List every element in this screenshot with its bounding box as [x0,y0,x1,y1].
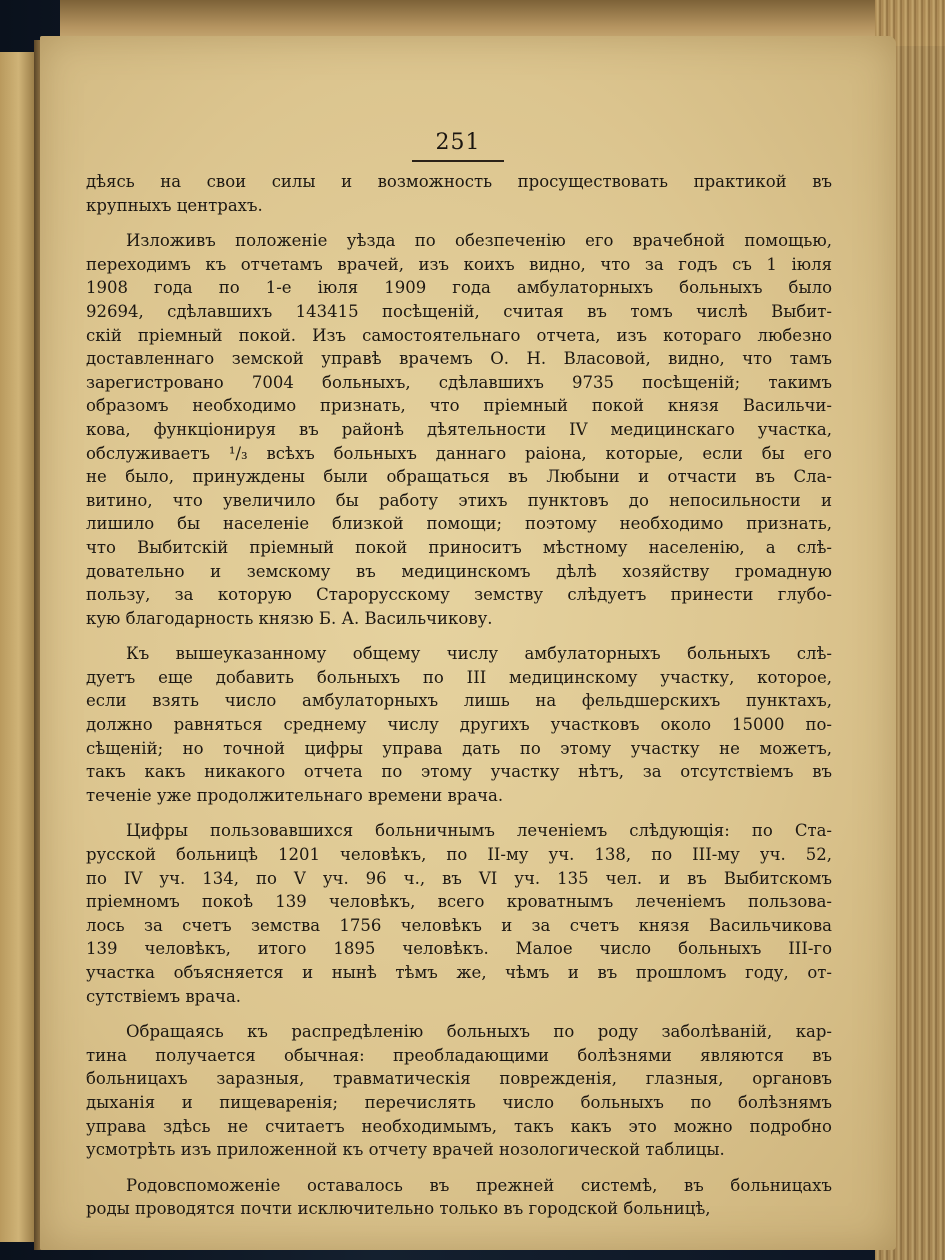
text-line: усмотрѣть изъ приложенной къ отчету врачей нозологической таблицы. [86,1140,725,1160]
text-line: 1908 года по 1-е іюля 1909 года амбулаторныхъ больныхъ было [86,278,832,298]
text-line: не было, принуждены были обращаться въ Любыни и отчасти въ Сла- [86,467,832,487]
paragraph [86,1020,832,1162]
text-line: дѣясь на свои силы и возможность просуществовать практикой въ [86,172,832,191]
text-line: крупныхъ центрахъ. [86,195,263,215]
text-line: переходимъ къ отчетамъ врачей, изъ коихъ видно, что за годъ съ 1 іюля [86,254,832,274]
text-line: Къ вышеуказанному общему числу амбулаторныхъ больныхъ слѣ- [126,644,832,664]
text-line: пріемномъ покоѣ 139 человѣкъ, всего кроватнымъ леченіемъ пользова- [86,892,832,912]
text-line: Цифры пользовавшихся больничнымъ леченіемъ слѣдующія: по Ста- [126,821,832,841]
text-line: участка объясняется и нынѣ тѣмъ же, чѣмъ и въ прошломъ году, от- [86,963,832,982]
text-line: кова, функціонируя въ районѣ дѣятельности IV медицинскаго участка, [86,419,832,439]
page-number-rule [412,160,504,162]
text-line: лишило бы населеніе близкой помощи; поэтому необходимо признать, [86,514,832,534]
text-line: тина получается обычная: преобладающими болѣзнями являются въ [86,1045,832,1065]
text-line: доставленнаго земской управѣ врачемъ О. Н. Власовой, видно, что тамъ [86,349,832,369]
text-line: образомъ необходимо признать, что пріемный покой князя Васильчи- [86,396,832,416]
text-line: дуетъ еще добавить больныхъ по III медицинскому участку, которое, [86,667,832,687]
book-page [40,36,896,1250]
paragraph [86,170,832,217]
text-line: зарегистровано 7004 больныхъ, сдѣлавшихъ 9735 посѣщеній; такимъ [86,372,832,392]
paragraph [86,819,832,1008]
text-line: кую благодарность князю Б. А. Васильчикову. [86,608,493,628]
text-line: скій пріемный покой. Изъ самостоятельнаго отчета, изъ котораго любезно [86,325,832,345]
text-line: такъ какъ никакого отчета по этому участку нѣтъ, за отсутствіемъ въ [86,762,832,782]
text-line: что Выбитскій пріемный покой приноситъ мѣстному населенію, а слѣ- [86,537,832,557]
text-line: лось за счетъ земства 1756 человѣкъ и за счетъ князя Васильчикова [86,915,832,935]
text-line: Родовспоможеніе оставалось въ прежней системѣ, въ больницахъ [126,1175,832,1195]
paragraph [86,1174,832,1221]
text-line: обслуживаетъ ¹/₃ всѣхъ больныхъ даннаго раіона, которые, если бы его [86,443,832,463]
left-page-sliver [0,52,36,1242]
text-line: дыханія и пищеваренія; перечислять число больныхъ по болѣзнямъ [86,1092,832,1112]
text-line: больницахъ заразныя, травматическія поврежденія, глазныя, органовъ [86,1069,832,1089]
text-line: теченіе уже продолжительнаго времени врача. [86,785,504,805]
text-line: довательно и земскому въ медицинскомъ дѣлѣ хозяйству громадную [86,561,832,581]
text-line: если взять число амбулаторныхъ лишь на фельдшерскихъ пунктахъ, [86,691,832,711]
text-line: по IV уч. 134, по V уч. 96 ч., въ VI уч. 135 чел. и въ Выбитскомъ [86,868,832,888]
text-line: сѣщеній; но точной цифры управа дать по этому участку не можетъ, [86,738,832,758]
text-line: русской больницѣ 1201 человѣкъ, по II-му уч. 138, по III-му уч. 52, [86,845,832,865]
page-text-body [86,170,832,1233]
text-line: 139 человѣкъ, итого 1895 человѣкъ. Малое число больныхъ III-го [86,939,832,959]
text-line: витино, что увеличило бы работу этихъ пунктовъ до непосильности и [86,490,832,510]
text-line: Изложивъ положеніе уѣзда по обезпеченію его врачебной помощью, [126,231,832,251]
paragraph [86,229,832,630]
text-line: Обращаясь къ распредѣленію больныхъ по роду заболѣваній, кар- [126,1022,832,1042]
text-line: сутствіемъ врача. [86,986,242,1006]
paragraph [86,642,832,807]
page-number: 251 [435,130,481,155]
text-line: должно равняться среднему числу другихъ участковъ около 15000 по- [86,715,832,735]
text-line: 92694, сдѣлавшихъ 143415 посѣщеній, считая въ томъ числѣ Выбит- [86,301,832,321]
text-line: пользу, за которую Старорусскому земству слѣдуетъ принести глубо- [86,585,832,605]
text-line: роды проводятся почти исключительно только въ городской больницѣ, [86,1199,711,1219]
text-line: управа здѣсь не считаетъ необходимымъ, такъ какъ это можно подробно [86,1116,832,1136]
